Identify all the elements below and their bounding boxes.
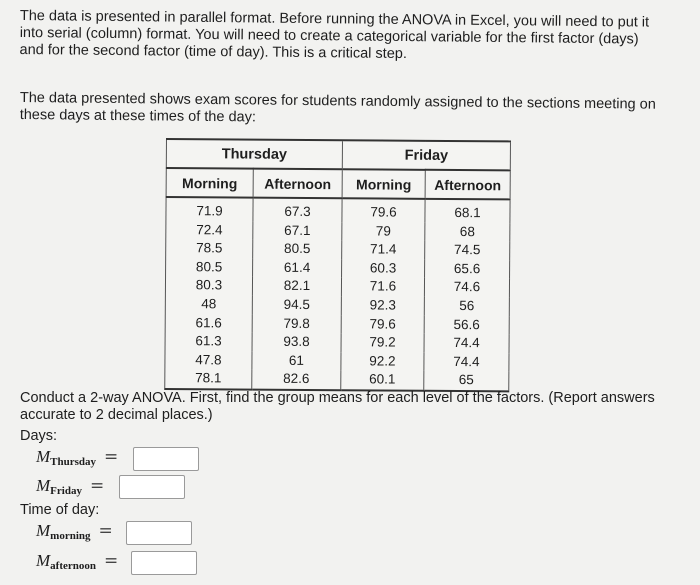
mean-friday-equation (36, 476, 104, 497)
exam-scores-table (164, 138, 511, 392)
mean-thursday-input[interactable] (133, 447, 199, 471)
m-letter: M (36, 521, 51, 540)
table-cell: 56 (424, 297, 509, 316)
table-row (165, 276, 509, 297)
table-cell: 79.6 (342, 198, 425, 222)
table-cell: 71.4 (342, 240, 425, 259)
table-cell: 78.1 (165, 369, 252, 389)
intro-paragraph-2: The data presented shows exam scores for students randomly assigned to the sections meeting on these days at these times of the day: (19, 90, 656, 126)
subscript-morning: morning (50, 530, 91, 542)
column-header-thursday-afternoon: Afternoon (253, 169, 342, 199)
table-cell: 94.5 (252, 296, 341, 315)
m-morning-symbol (36, 521, 91, 540)
equals-sign: = (98, 521, 113, 541)
table-row (166, 221, 510, 242)
column-header-thursday-morning: Morning (166, 168, 253, 198)
table-cell: 68 (425, 222, 510, 241)
table-row (165, 314, 509, 335)
table-cell: 67.3 (253, 198, 342, 222)
equals-sign: = (104, 551, 119, 571)
table-row (166, 258, 510, 279)
table-cell: 79 (342, 222, 425, 241)
m-afternoon-symbol (36, 551, 96, 570)
table-row (165, 369, 509, 391)
m-letter: M (36, 551, 51, 570)
mean-thursday-equation (36, 447, 118, 468)
table-row (165, 332, 509, 353)
instructions-text: Conduct a 2-way ANOVA. First, find the group means for each level of the factors. (Report answers accurate to 2 decimal places.) (20, 390, 655, 423)
m-letter: M (36, 447, 51, 466)
table-cell: 61.3 (165, 332, 252, 351)
intro-paragraph-1: The data is presented in parallel format. Before running the ANOVA in Excel, you will need to put it into serial (column) format. You will need to create a categorical variable for the first factor (days) and for the second factor (time of day). This is a critical step. (19, 8, 650, 63)
table-cell: 61.4 (253, 258, 342, 277)
table-cell: 61.6 (165, 314, 252, 333)
group-header-thursday: Thursday (166, 139, 342, 169)
table-cell: 93.8 (252, 333, 341, 352)
table-cell: 79.6 (341, 315, 424, 334)
days-label: Days: (20, 428, 58, 444)
time-of-day-label: Time of day: (20, 502, 100, 518)
equals-sign: = (104, 447, 119, 467)
table-cell: 68.1 (425, 199, 510, 223)
mean-afternoon-input[interactable] (131, 551, 197, 575)
table-cell: 60.3 (342, 259, 425, 278)
mean-afternoon-equation (36, 551, 118, 572)
table-cell: 56.6 (424, 315, 509, 334)
table-cell: 65 (424, 371, 509, 391)
table-cell: 82.1 (252, 277, 341, 296)
table-row (165, 351, 509, 372)
m-letter: M (36, 476, 51, 495)
table-cell: 74.4 (424, 334, 509, 353)
data-table-container (164, 138, 511, 392)
table-cell: 47.8 (165, 351, 252, 370)
table-cell: 74.5 (425, 241, 510, 260)
table-row (165, 295, 509, 316)
table-cell: 61 (252, 351, 341, 370)
table-cell: 79.2 (341, 333, 424, 352)
mean-friday-input[interactable] (119, 475, 185, 499)
table-cell: 80.5 (166, 258, 253, 277)
table-row (166, 197, 510, 223)
table-cell: 74.6 (424, 278, 509, 297)
table-cell: 72.4 (166, 221, 253, 240)
subscript-afternoon: afternoon (50, 560, 96, 572)
table-cell: 78.5 (166, 239, 253, 258)
mean-morning-equation (36, 521, 113, 542)
table-cell: 48 (165, 295, 252, 314)
table-row (166, 239, 510, 260)
equals-sign: = (89, 476, 105, 496)
table-cell: 92.2 (341, 352, 424, 371)
table-cell: 65.6 (425, 260, 510, 279)
table-cell: 80.5 (253, 240, 342, 259)
subscript-thursday: Thursday (50, 456, 97, 468)
table-cell: 82.6 (252, 370, 341, 390)
mean-morning-input[interactable] (126, 521, 192, 545)
m-thursday-symbol (36, 447, 96, 466)
table-cell: 74.4 (424, 353, 509, 372)
table-cell: 92.3 (341, 296, 424, 315)
table-cell: 79.8 (252, 314, 341, 333)
m-friday-symbol (36, 476, 82, 495)
table-cell: 71.6 (341, 278, 424, 297)
table-cell: 71.9 (166, 197, 253, 221)
table-cell: 67.1 (253, 221, 342, 240)
subscript-friday: Friday (50, 485, 82, 497)
column-header-friday-morning: Morning (342, 169, 425, 199)
group-header-friday: Friday (342, 140, 510, 170)
table-cell: 80.3 (165, 276, 252, 295)
column-header-friday-afternoon: Afternoon (425, 170, 510, 200)
table-cell: 60.1 (341, 371, 424, 391)
